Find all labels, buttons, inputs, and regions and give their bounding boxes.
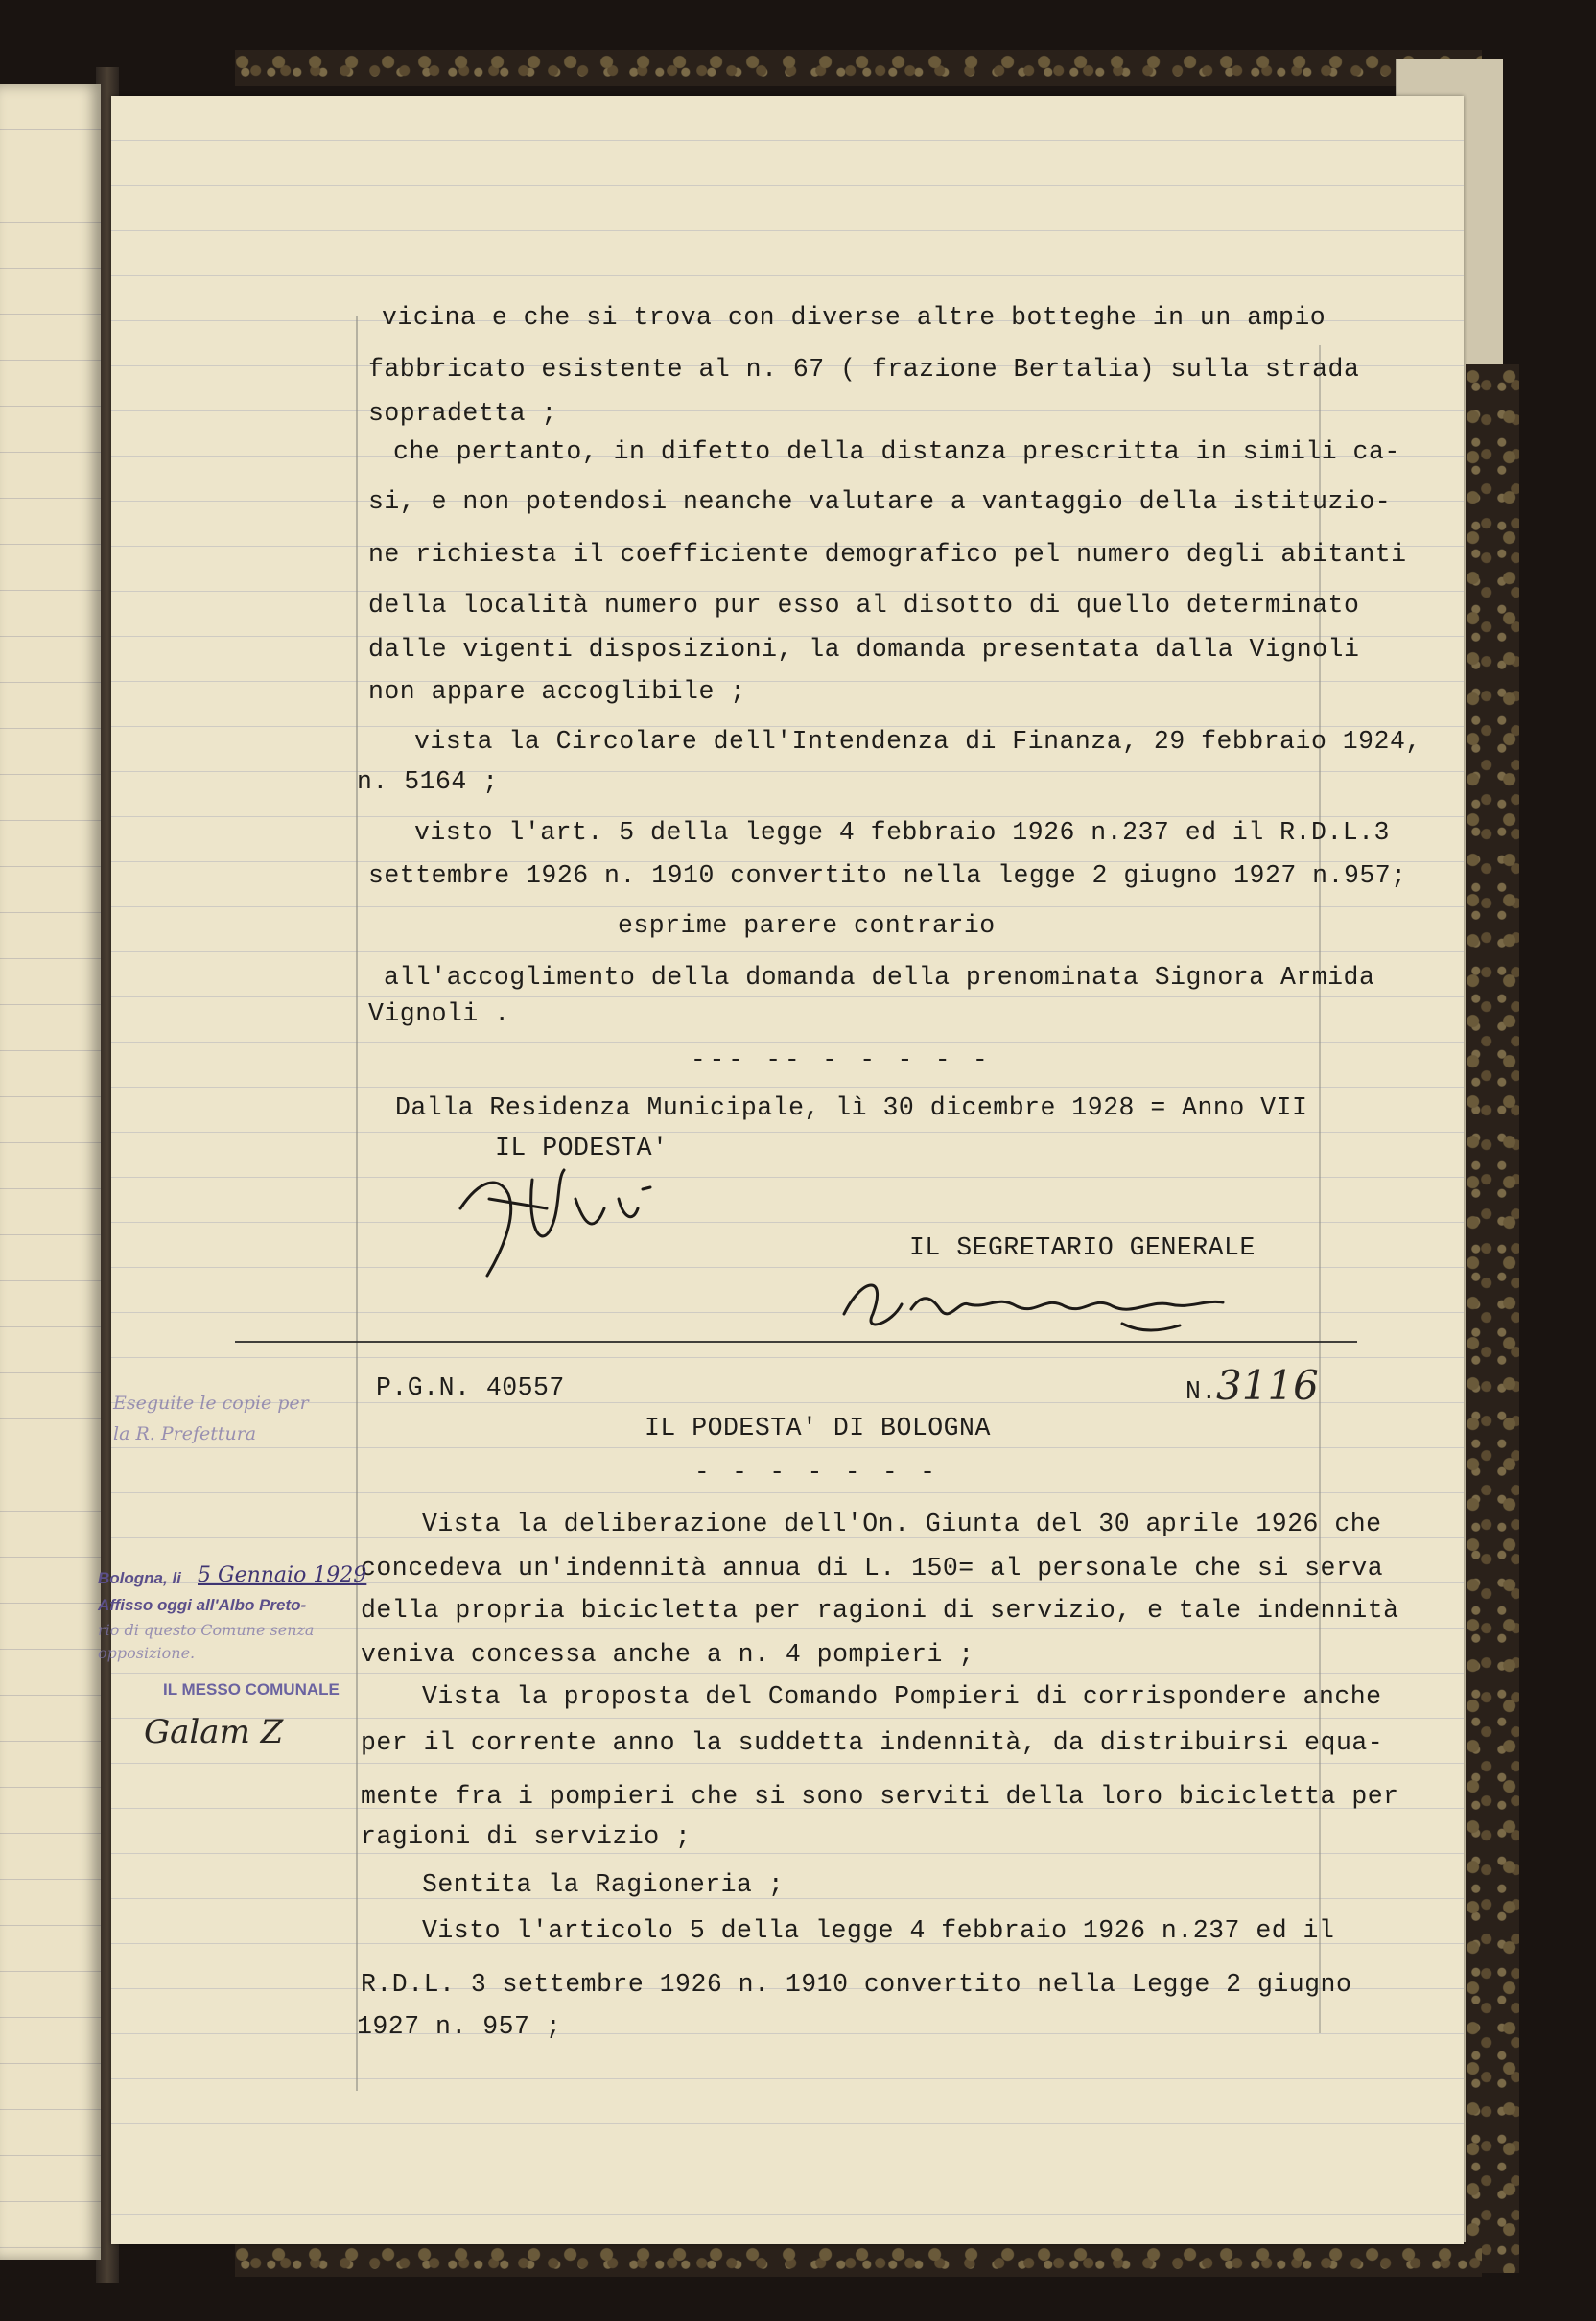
section-divider	[235, 1341, 1357, 1343]
text-line: n. 5164 ;	[357, 767, 499, 796]
resolution-heading: esprime parere contrario	[618, 911, 996, 940]
text-line: concedeva un'indennità annua di L. 150= al personale che si serva	[361, 1554, 1384, 1582]
text-line: visto l'art. 5 della legge 4 febbraio 1926 n.237 ed il R.D.L.3	[414, 818, 1390, 847]
heading-rule: - - - - - - -	[694, 1458, 939, 1487]
messenger-stamp: IL MESSO COMUNALE	[163, 1680, 340, 1699]
podesta-signature	[441, 1141, 691, 1285]
text-line: vista la Circolare dell'Intendenza di Finanza, 29 febbraio 1924,	[414, 727, 1421, 756]
text-line: all'accoglimento della domanda della prenominata Signora Armida	[384, 963, 1375, 992]
marbled-binding-bottom	[235, 2242, 1482, 2277]
document-heading: IL PODESTA' DI BOLOGNA	[645, 1414, 991, 1442]
text-line: fabbricato esistente al n. 67 ( frazione Bertalia) sulla strada	[368, 355, 1360, 384]
marbled-binding-right	[1466, 364, 1519, 2273]
text-line: Sentita la Ragioneria ;	[422, 1870, 785, 1899]
reference-number: P.G.N. 40557	[376, 1373, 565, 1402]
text-line: ragioni di servizio ;	[361, 1822, 692, 1851]
messenger-signature: Galam Z	[144, 1713, 284, 1751]
text-line: per il corrente anno la suddetta indennità, da distribuirsi equa-	[361, 1728, 1384, 1757]
copies-stamp-line: la R. Prefettura	[113, 1423, 257, 1444]
text-line: dalle vigenti disposizioni, la domanda presentata dalla Vignoli	[368, 635, 1360, 664]
text-line: 1927 n. 957 ;	[357, 2012, 562, 2041]
text-line: veniva concessa anche a n. 4 pompieri ;	[361, 1640, 974, 1669]
previous-page-edge	[0, 84, 101, 2260]
copies-stamp-line: Eseguite le copie per	[113, 1393, 309, 1414]
posting-stamp-line: opposizione.	[98, 1644, 196, 1662]
text-line: vicina e che si trova con diverse altre botteghe in un ampio	[382, 303, 1326, 332]
text-line: si, e non potendosi neanche valutare a vantaggio della istituzio-	[368, 487, 1392, 516]
handwritten-number: 3116	[1216, 1362, 1319, 1409]
residence-date-line: Dalla Residenza Municipale, lì 30 dicembre 1928 = Anno VII	[395, 1093, 1308, 1122]
separator-line: --- -- - - - - -	[691, 1045, 992, 1074]
text-line: Vignoli .	[368, 999, 510, 1028]
podesta-title: IL PODESTA'	[495, 1134, 669, 1162]
text-line: sopradetta ;	[368, 399, 557, 428]
posting-stamp-date-label: Bologna, li	[98, 1569, 181, 1587]
secretary-title: IL SEGRETARIO GENERALE	[909, 1233, 1256, 1262]
posting-stamp-date-handwritten: 5 Gennaio 1929	[198, 1563, 367, 1587]
text-line: mente fra i pompieri che si sono serviti della loro bicicletta per	[361, 1782, 1399, 1811]
posting-stamp-line: Affisso oggi all'Albo Preto-	[98, 1596, 307, 1614]
number-label: N.	[1185, 1377, 1217, 1406]
text-line: Visto l'articolo 5 della legge 4 febbraio 1926 n.237 ed il	[422, 1916, 1335, 1945]
text-line: non appare accoglibile ;	[368, 677, 746, 706]
margin-rule-left	[356, 316, 358, 2091]
posting-stamp-line: rio di questo Comune senza	[98, 1621, 315, 1639]
marbled-binding-top	[235, 50, 1482, 86]
text-line: della propria bicicletta per ragioni di servizio, e tale indennità	[361, 1596, 1399, 1625]
text-line: settembre 1926 n. 1910 convertito nella legge 2 giugno 1927 n.957;	[368, 861, 1407, 890]
text-line: R.D.L. 3 settembre 1926 n. 1910 convertito nella Legge 2 giugno	[361, 1970, 1352, 1999]
text-line: Vista la deliberazione dell'On. Giunta del 30 aprile 1926 che	[422, 1510, 1382, 1538]
secretary-signature	[834, 1256, 1237, 1343]
text-line: Vista la proposta del Comando Pompieri di corrispondere anche	[422, 1682, 1382, 1711]
text-line: che pertanto, in difetto della distanza prescritta in simili ca-	[393, 437, 1400, 466]
text-line: della località numero pur esso al disotto di quello determinato	[368, 591, 1360, 620]
text-line: ne richiesta il coefficiente demografico pel numero degli abitanti	[368, 540, 1407, 569]
